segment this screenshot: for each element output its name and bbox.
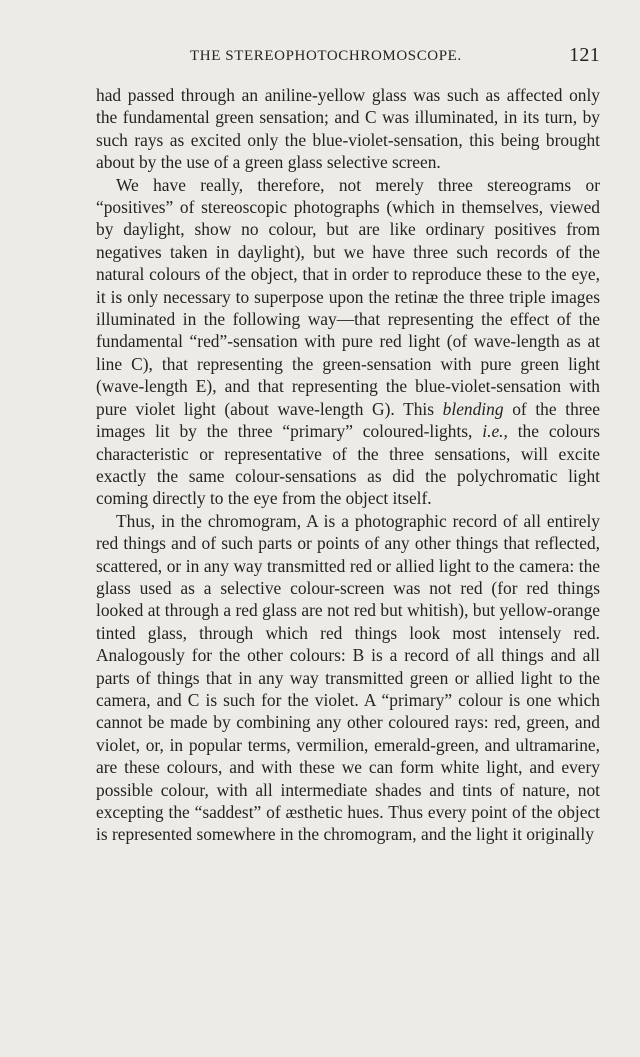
paragraph-2-part-1: We have really, therefore, not merely three stereograms or “positives” of stereoscopic photographs (which in themselves, viewed by daylight, show no colour, but are like ordinary positives from negatives taken in daylight), but we have three such records of the natural colours of the object, that in order to reproduce these to the eye, it is only necessary to superpose upon the retinæ the three triple images illuminated in the following way—that representing the effect of the fundamental “red”-sensation with pure red light (of wave-length as at line C), that representing the green-sensation with pure green light (wave-length E), and that representing the blue-violet-sensation with pure violet light (about wave-length G). This — [96, 174, 600, 419]
paragraph-2-part-2: of the three images lit by the three “primary” coloured-lights, — [96, 398, 600, 442]
paragraph-1: had passed through an aniline-yellow glass was such as affected only the fundamental green sensation; and C was illuminated, in its turn, by such rays as excited only the blue-violet-sensation, this being brought about by the use of a green glass selective screen. — [96, 85, 600, 173]
paragraph-2 — [96, 174, 600, 510]
page-number: 121 — [569, 44, 600, 66]
emphasis-ie: i.e., — [482, 421, 508, 442]
paragraph-2-part-3: the colours characteristic or representative of the three sensations, will excite exactly the same colour-sensations as did the polychromatic light coming directly to the eye from the object itself. — [96, 421, 601, 509]
paragraph-3: Thus, in the chromogram, A is a photographic record of all entirely red things and of such parts or points of any other things that reflected, scattered, or in any way transmitted red or allied light to the camera: the glass used as a selective colour-screen was not red (for red things looked at through a red glass are not red but whitish), but yellow-orange tinted glass, through which red things look most intensely red. Analogously for the other colours: B is a record of all things and all parts of things that in any way transmitted green or allied light to the camera, and C is such for the violet. A “primary” colour is one which cannot be made by combining any other coloured rays: red, green, and violet, or, in popular terms, vermilion, emerald-green, and ultramarine, are these colours, and with these we can form white light, and every possible colour, with all intermediate shades and tints of nature, not excepting the “saddest” of æsthetic hues. Thus every point of the object is represented somewhere in the chromogram, and the light it originally — [96, 510, 600, 845]
running-title: THE STEREOPHOTOCHROMOSCOPE. — [190, 48, 462, 64]
body-text — [96, 84, 600, 846]
emphasis-blending: blending — [442, 398, 504, 419]
running-head — [96, 38, 600, 72]
